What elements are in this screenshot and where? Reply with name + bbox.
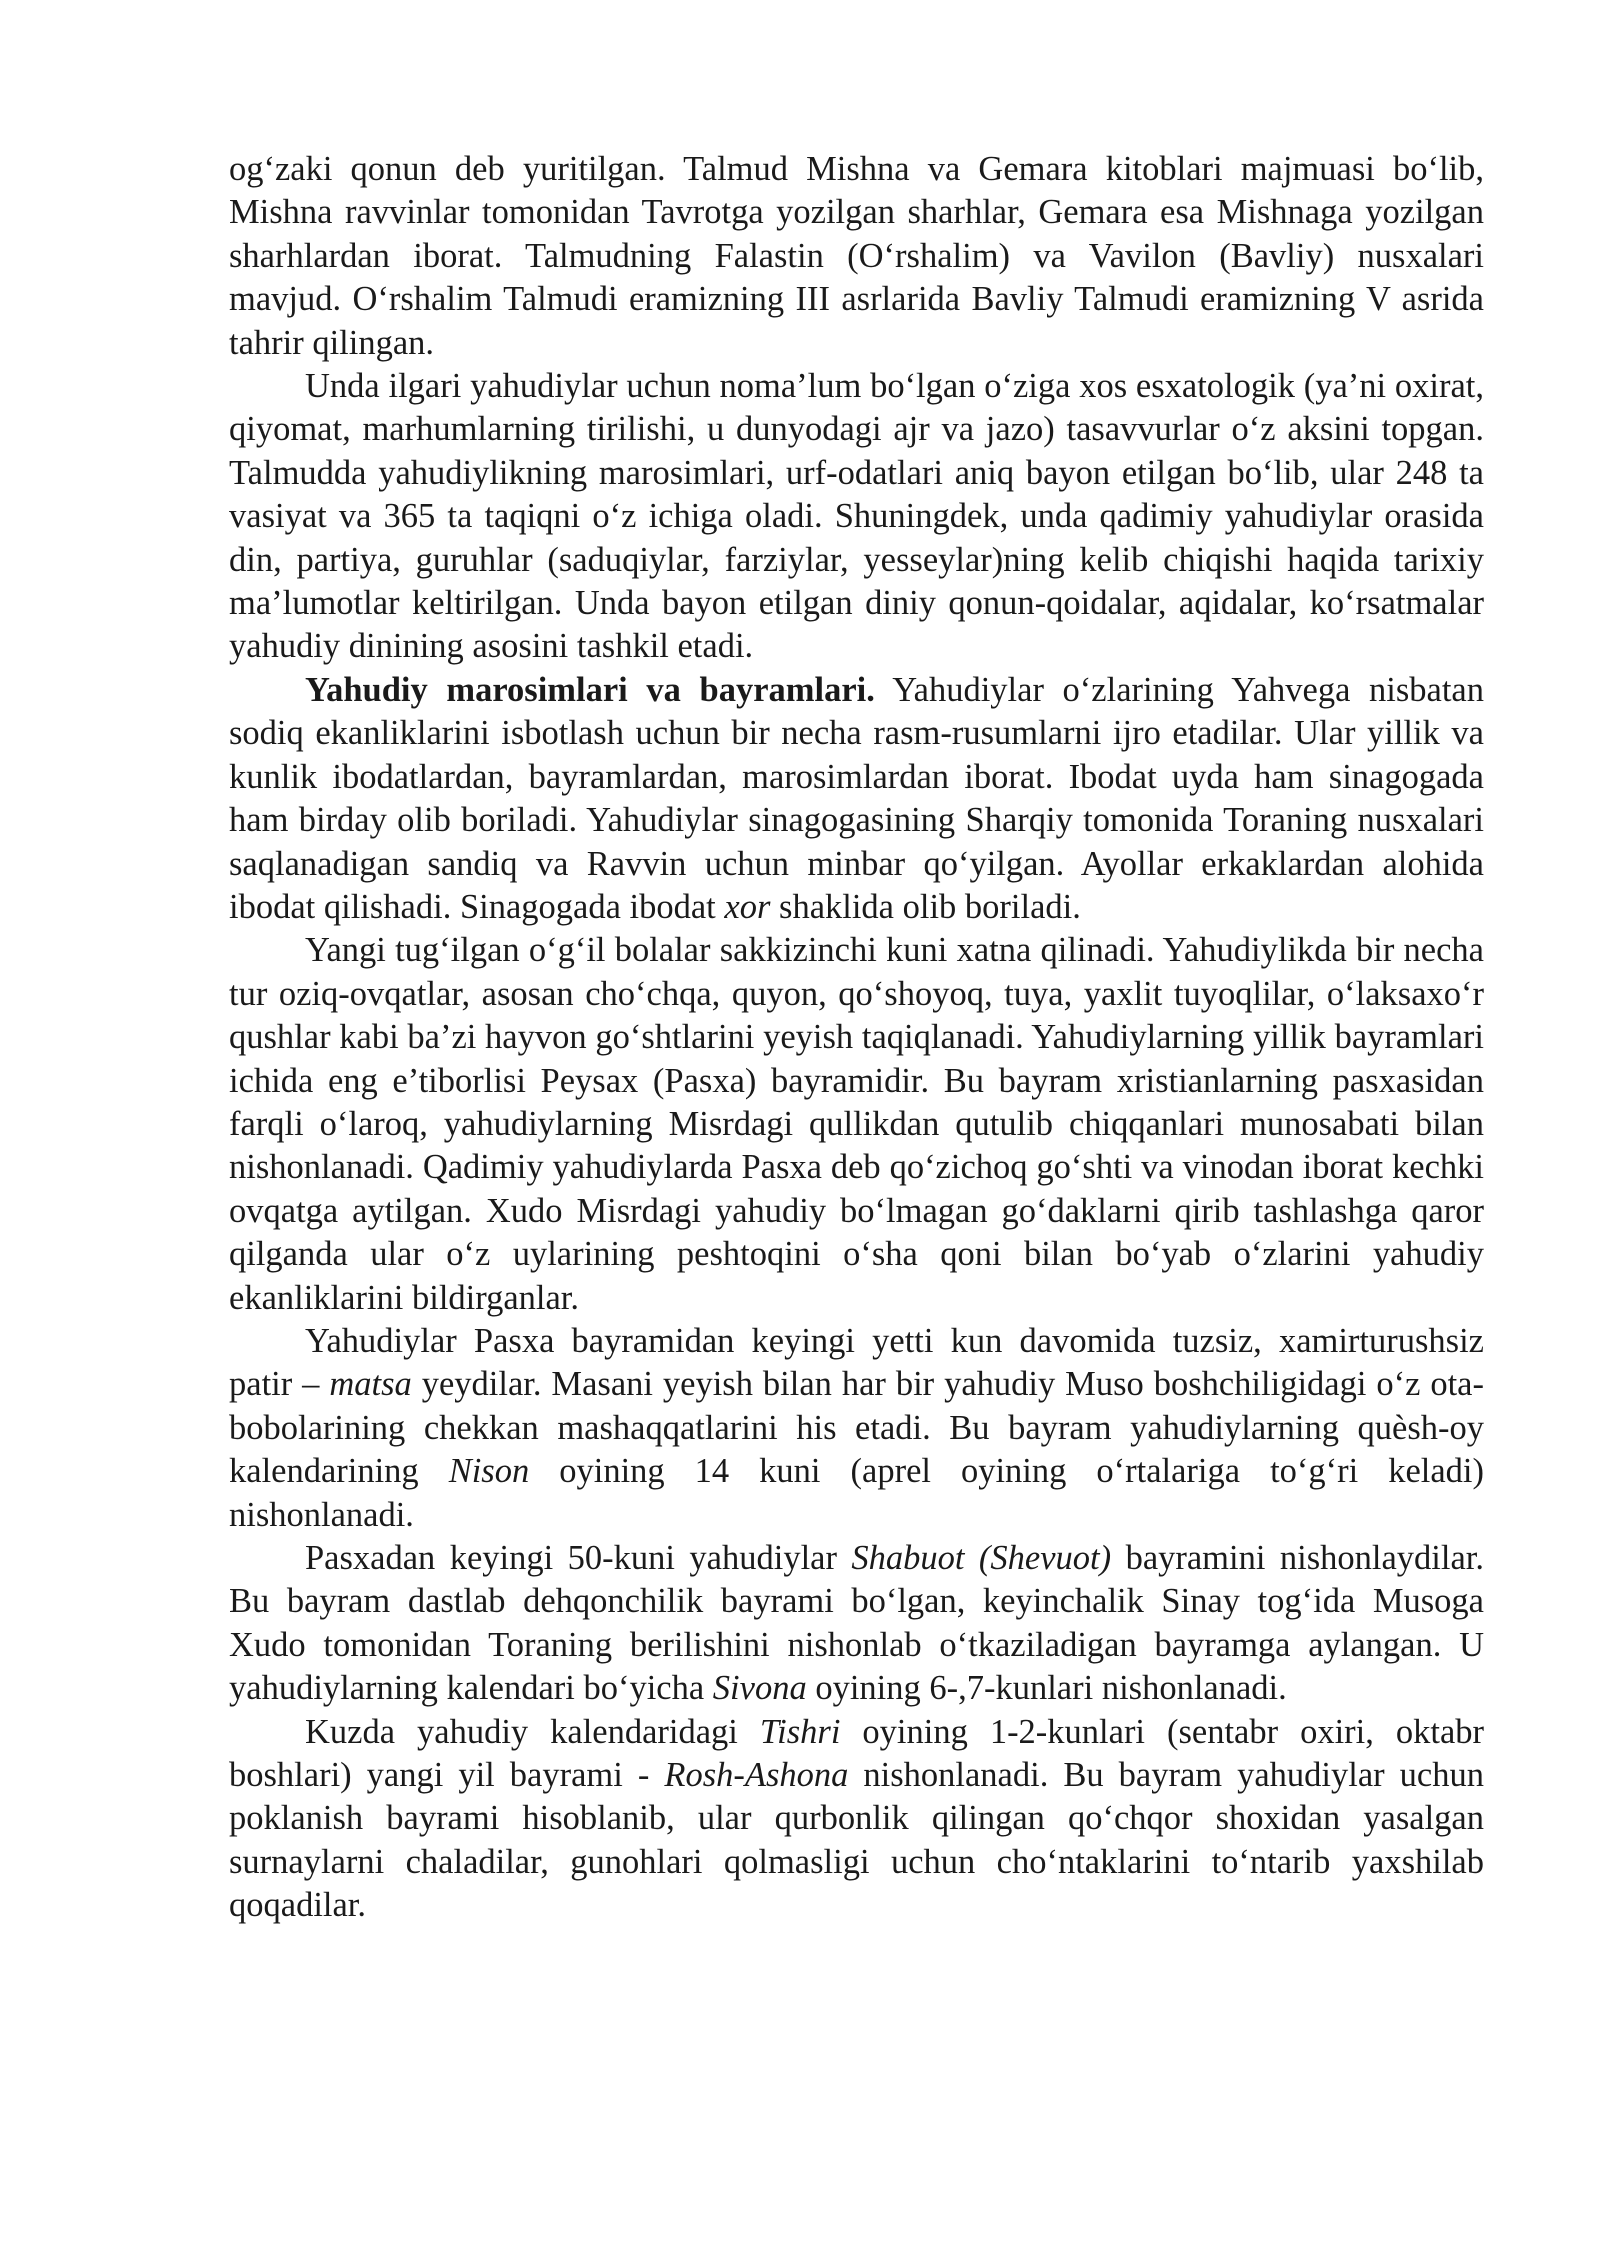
text-run: Unda ilgari yahudiylar uchun noma’lum bo‘lgan o‘ziga xos esxatologik (ya’ni oxirat, qiyomat, marhumlarning tirilishi, u dunyodagi ajr va jazo) tasavvurlar o‘z aksini topgan. Talmudda yahudiylikning marosimlari, urf-odatlari aniq bayon etilgan bo‘lib, ular 248 ta vasiyat va 365 ta taqiqni o‘z ichiga oladi. Shuningdek, unda qadimiy yahudiylar orasida din, partiya, guruhlar (saduqiylar, farziylar, yesseylar)ning kelib chiqishi haqida tarixiy ma’lumotlar keltirilgan. Unda bayon etilgan diniy qonun-qoidalar, aqidalar, ko‘rsatmalar yahudiy dinining asosini tashkil etadi. [229,367,1484,666]
paragraph-2 [229,365,1484,669]
text-run: og‘zaki qonun deb yuritilgan. Talmud Mishna va Gemara kitoblari majmuasi bo‘lib, Mishna ravvinlar tomonidan Tavrotga yozilgan sharhlar, Gemara esa Mishnaga yozilgan sharhlardan iborat. Talmudning Falastin (O‘rshalim) va Vavilon (Bavliy) nusxalari mavjud. O‘rshalim Talmudi eramizning III asrlarida Bavliy Talmudi eramizning V asrida tahrir qilingan. [229,150,1484,362]
italic-term: Nison [448,1452,530,1491]
italic-term: Tishri [759,1712,841,1751]
text-run: nishonlanadi. Bu bayram yahudiylar uchun poklanish bayrami hisoblanib, ular qurbonlik qilingan qo‘chqor shoxidan yasalgan surnaylarni chaladilar, gunohlari qolmasligi uchun cho‘ntaklarini to‘ntarib yaxshilab qoqadilar. [229,1756,1484,1925]
italic-term: matsa [329,1365,412,1404]
text-run: Pasxadan keyingi 50-kuni yahudiylar [305,1539,852,1577]
text-run: bayramini nishonlaydilar. Bu bayram dastlab dehqonchilik bayrami bo‘lgan, keyinchalik Sinay tog‘ida Musoga Xudo tomonidan Toraning berilishini nishonlab o‘tkaziladigan bayramga aylangan. U yahudiylarning kalendari bo‘yicha [229,1539,1484,1708]
paragraph-4 [229,929,1484,1320]
text-run: shaklida olib boriladi. [770,887,1081,926]
text-run: Yahudiylar o‘zlarining Yahvega nisbatan sodiq ekanliklarini isbotlash uchun bir necha rasm-rusumlarni ijro etadilar. Ular yillik va kunlik ibodatlardan, bayramlardan, marosimlardan iborat. Ibodat uyda ham sinagogada ham birday olib boriladi. Yahudiylar sinagogasining Sharqiy tomonida Toraning nusxalari saqlanadigan sandiq va Ravvin uchun minbar qo‘yilgan. Ayollar erkaklardan alohida ibodat qilishadi. Sinagogada ibodat [229,670,1484,926]
italic-term: xor [724,887,771,926]
paragraph-6 [229,1537,1484,1711]
text-run: Kuzda yahudiy kalendaridagi [305,1712,760,1751]
text-run: yeydilar. Masani yeyish bilan har bir yahudiy Muso boshchiligidagi o‘z ota-bobolarining chekkan mashaqqatlarini his etadi. Bu bayram yahudiylarning quèsh-oy kalendarining [229,1365,1484,1491]
italic-term: Sivona [712,1669,807,1708]
paragraph-7 [229,1711,1484,1928]
section-heading: Yahudiy marosimlari va bayramlari. [305,670,875,709]
italic-term: Rosh-Ashona [664,1756,849,1795]
document-page [229,148,1484,1928]
text-run: oyining 1-2-kunlari (sentabr oxiri, oktabr boshlari) yangi yil bayrami - [229,1712,1484,1795]
paragraph-5 [229,1320,1484,1537]
text-run: oyining 6-,7-kunlari nishonlanadi. [806,1669,1287,1708]
paragraph-1 [229,148,1484,365]
text-run: Yahudiylar Pasxa bayramidan keyingi yetti kun davomida tuzsiz, xamirturushsiz patir – [229,1321,1484,1404]
text-run: Yangi tug‘ilgan o‘g‘il bolalar sakkizinchi kuni xatna qilinadi. Yahudiylikda bir necha tur oziq-ovqatlar, asosan cho‘chqa, quyon, qo‘shoyoq, tuya, yaxlit tuyoqlilar, o‘laksaxo‘r qushlar kabi ba’zi hayvon go‘shtlarini yeyish taqiqlanadi. Yahudiylarning yillik bayramlari ichida eng e’tiborlisi Peysax (Pasxa) bayramidir. Bu bayram xristianlarning pasxasidan farqli o‘laroq, yahudiylarning Misrdagi qullikdan qutulib chiqqanlari munosabati bilan nishonlanadi. Qadimiy yahudiylarda Pasxa deb qo‘zichoq go‘shti va vinodan iborat kechki ovqatga aytilgan. Xudo Misrdagi yahudiy bo‘lmagan go‘daklarni qirib tashlashga qaror qilganda ular o‘z uylarining peshtoqini o‘sha qoni bilan bo‘yab o‘zlarini yahudiy ekanliklarini bildirganlar. [229,931,1484,1317]
text-run: oyining 14 kuni (aprel oyining o‘rtalariga to‘g‘ri keladi) nishonlanadi. [229,1452,1484,1534]
italic-term: Shabuot (Shevuot) [851,1539,1112,1577]
paragraph-3 [229,669,1484,929]
